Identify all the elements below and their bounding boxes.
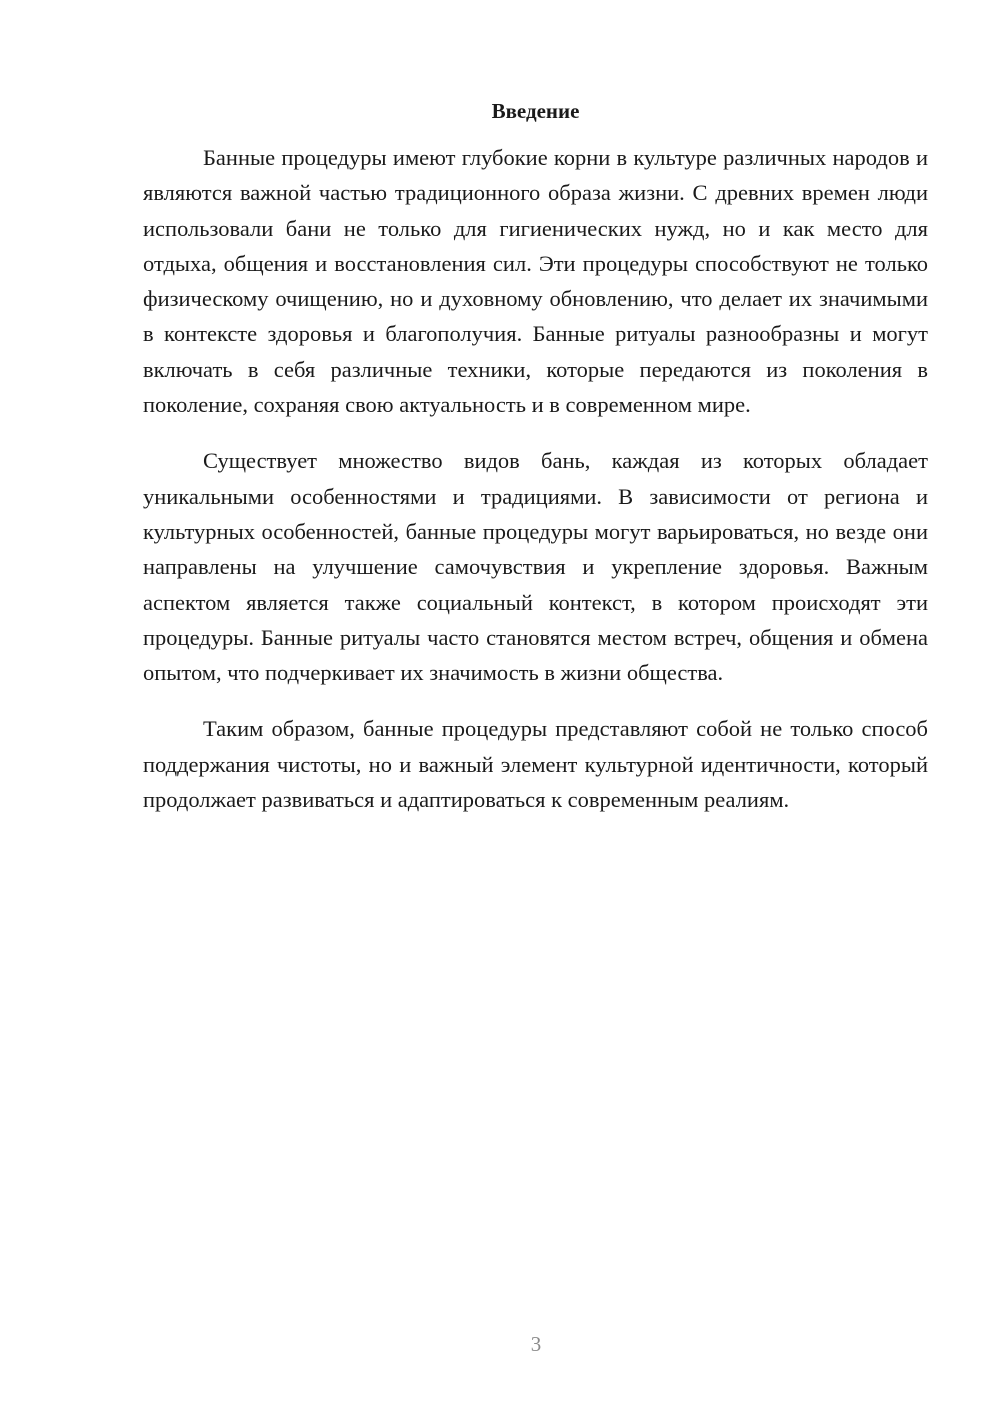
paragraph-3: Таким образом, банные процедуры представляют собой не только способ поддержания чистоты, но и важный элемент культурной идентичности, который продолжает развиваться и адаптироваться к современным реалиям. bbox=[143, 716, 928, 813]
page-content bbox=[143, 96, 928, 838]
paragraph-1: Банные процедуры имеют глубокие корни в культуре различных народов и являются важной частью традиционного образа жизни. С древних времен люди использовали бани не только для гигиенических нужд, но и как место для отдыха, общения и восстановления сил. Эти процедуры способствуют не только физическому очищению, но и духовному обновлению, что делает их значимыми в контексте здоровья и благополучия. Банные ритуалы разнообразны и могут включать в себя различные техники, которые передаются из поколения в поколение, сохраняя свою актуальность и в современном мире. bbox=[143, 145, 928, 418]
section-heading: Введение bbox=[491, 99, 580, 123]
page-number: 3 bbox=[530, 1332, 542, 1356]
paragraph-2: Существует множество видов бань, каждая из которых обладает уникальными особенностями и традициями. В зависимости от региона и культурных особенностей, банные процедуры могут варьироваться, но везде они направлены на улучшение самочувствия и укрепление здоровья. Важным аспектом является также социальный контекст, в котором происходят эти процедуры. Банные ритуалы часто становятся местом встреч, общения и обмена опытом, что подчеркивает их значимость в жизни общества. bbox=[143, 448, 928, 686]
